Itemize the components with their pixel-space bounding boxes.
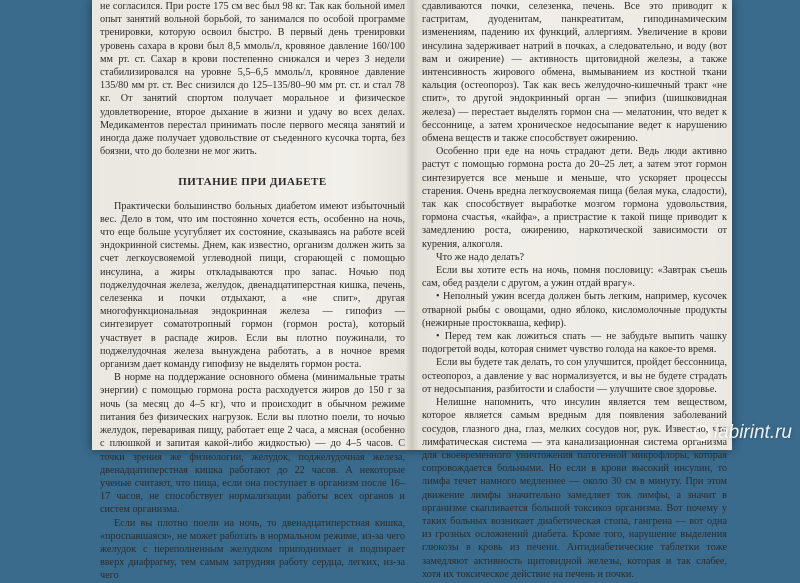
right-paragraph-2: Если вы хотите есть на ночь, помня пословицу: «Завтрак съешь сам, обед раздели с другом, а ужин отдай врагу».: [422, 265, 727, 290]
watermark: [694, 422, 792, 444]
right-paragraph-1: Особенно при еде на ночь страдают дети. Ведь люди активно растут с помощью гормона роста до 20–25 лет, а затем этот гормон синтезируется все меньше и меньше, что ускоряет процессы старения. Очень вредна легкоусвояемая пища (белая мука, сладости), так как способствует выработке мозгом гормона удовольствия, гормона счастья, «кайфа», а пристрастие к такой пище приводит к замедлению роста, ожирению, наркотической зависимости от курения, алкоголя.: [422, 146, 727, 250]
right-question: Что же надо делать?: [436, 251, 525, 263]
watermark-text: labirint.ru: [713, 422, 792, 443]
left-paragraph-2: В норме на поддержание основного обмена (минимальные траты энергии) с помощью гормона роста расходуется жиров до 150 г за ночь (за месяц до 4–5 кг), что и происходит в обычном режиме питания без физических нагрузок. Если вы плотно поели, то ночью желудок, переваривая пищу, работает еще 2 часа, а мясная (особенно с плюшкой и запитая какой-либо жидкостью) — до 4–5 часов. С точки зрения же физиологии, желудок, поджелудочная железа, двенадцатиперстная кишка работают до 22 часов. А некоторые ученые считают, что пища, если она поступает в организм после 16–17 часов, не способствует нормализации работы всех органов и систем организма.: [100, 372, 405, 516]
right-bullet-2: • Перед тем как ложиться спать — не забудьте выпить чашку подогретой воды, которая снимет чувство голода на какое-то время.: [422, 331, 727, 356]
open-book: [92, 0, 732, 582]
section-title: ПИТАНИЕ ПРИ ДИАБЕТЕ: [178, 176, 327, 189]
left-paragraph-3: Если вы плотно поели на ночь, то двенадцатиперстная кишка, «проспавшаяся», не может работать в нормальном режиме, из-за чего желудок с переполненным желудком приподнимает и подпирает вверх диафрагму, тем самым затрудняя работу сердца, легких, из-за чего: [100, 517, 405, 582]
left-page: [100, 0, 405, 582]
right-paragraph-3: Если вы будете так делать, то сон улучшится, пройдет бессонница, остеопороз, а давление у вас нормализуется, и вы не будете страдать от недосыпания, разбитости и слабости — улучшите свое здоровье.: [422, 357, 727, 395]
right-paragraph-4: Нелишне напомнить, что инсулин является тем веществом, которое является самым вредным для появления заболеваний сосудов, глазного дна, глаз, мелких сосудов ног, рук. Известно, что лимфатическая система — эта канализационная система организма для своевременного уничтожения патогенной микрофлоры, которая сопровождается больными. Но если в крови высокий инсулин, то лимфа течет намного медленнее — около 30 см в минуту. При этом движение лимфы значительно замедляет ток лимфы, а значит в организме скапливается большой токсикоз организма. Вот почему у таких больных возникает диабетическая стопа, гангрена — вот одна из грозных осложнений диабета. Кроме того, нарушение выделения глюкозы в кровь из печени. Антидиабетические таблетки тоже замедляют активность щитовидной железы, которая и так слабее, хотя их токсическое действие на печень и почки.: [422, 397, 727, 580]
labirint-logo-icon: [694, 425, 710, 441]
left-top-paragraph: не согласился. При росте 175 см вес был 98 кг. Так как больной имел опыт занятий вольной борьбой, то занимался по особой программе тренировки, которую освоил быстро. В первый день тренировки уровень сахара в крови был 8,5 ммоль/л, кровяное давление 160/100 мм рт. ст. Сахар в крови постепенно снижался и через 3 недели стабилизировался на уровне 5,5–6,5 ммоль/л, кровяное давление 135/80 мм рт. ст. Вес снизился до 125–135/80–90 мм рт. ст. и стал 78 кг. От занятий спортом получает моральное и физическое удовлетворение, второе дыхание в жизни и удачу во всех делах. Медикаментов перестал принимать после первого месяца занятий и иногда даже получает удовольствие от съеденного кусочка торта, без боязни, что до болезни не мог жить.: [100, 1, 405, 158]
left-paragraph-1: Практически большинство больных диабетом имеют избыточный вес. Дело в том, что им постоянно хочется есть, особенно на ночь, что еще больше усугубляет их состояние, сказываясь на работе всей эндокринной системы. Днем, как известно, организм должен жить за счет легкоусвояемой углеводной пищи, сгорающей с помощью инсулина, а жиры откладываются про запас. Ночью под поджелудочная железа, желудок, двенадцатиперстная кишка, печень, селезенка и почки отдыхают, а «не спит», другая многофункциональная эндокринная железа — гипофиз — синтезирует соматотропный гормон (гормон роста), который участвует в распаде жиров. Если вы плотно поужинали, то поджелудочная железа вынуждена работать, а в ночное время организм дает команду гипофизу не выделять гормон роста.: [100, 200, 405, 371]
right-page: [422, 0, 727, 580]
right-top-paragraph: сдавливаются почки, селезенка, печень. Все это приводит к гастритам, дуоденитам, панкреатитам, гиподинамическим изменениям, падению их функций, аллергиям. Увеличение в крови инсулина задерживает натрий в почках, а следовательно, и воду (вот вам и ожирение) — активность щитовидной железы, а также интенсивность жирового обмена, вымыванием из костной ткани кальция (остеопороз). Так как весь желудочно-кишечный тракт «не спит», то другой эндокринный орган — эпифиз (шишковидная железа) — перестает выделять гормон сна — мелатонин, что ведет к бессоннице, а затем хроническое недосыпание ведет к нарушению обмена веществ и также способствует ожирению.: [422, 1, 727, 145]
right-bullet-1: • Неполный ужин всегда должен быть легким, например, кусочек отварной рыбы с овощами, одно яблоко, кисломолочные продукты (нежирные простокваша, кефир).: [422, 291, 727, 329]
